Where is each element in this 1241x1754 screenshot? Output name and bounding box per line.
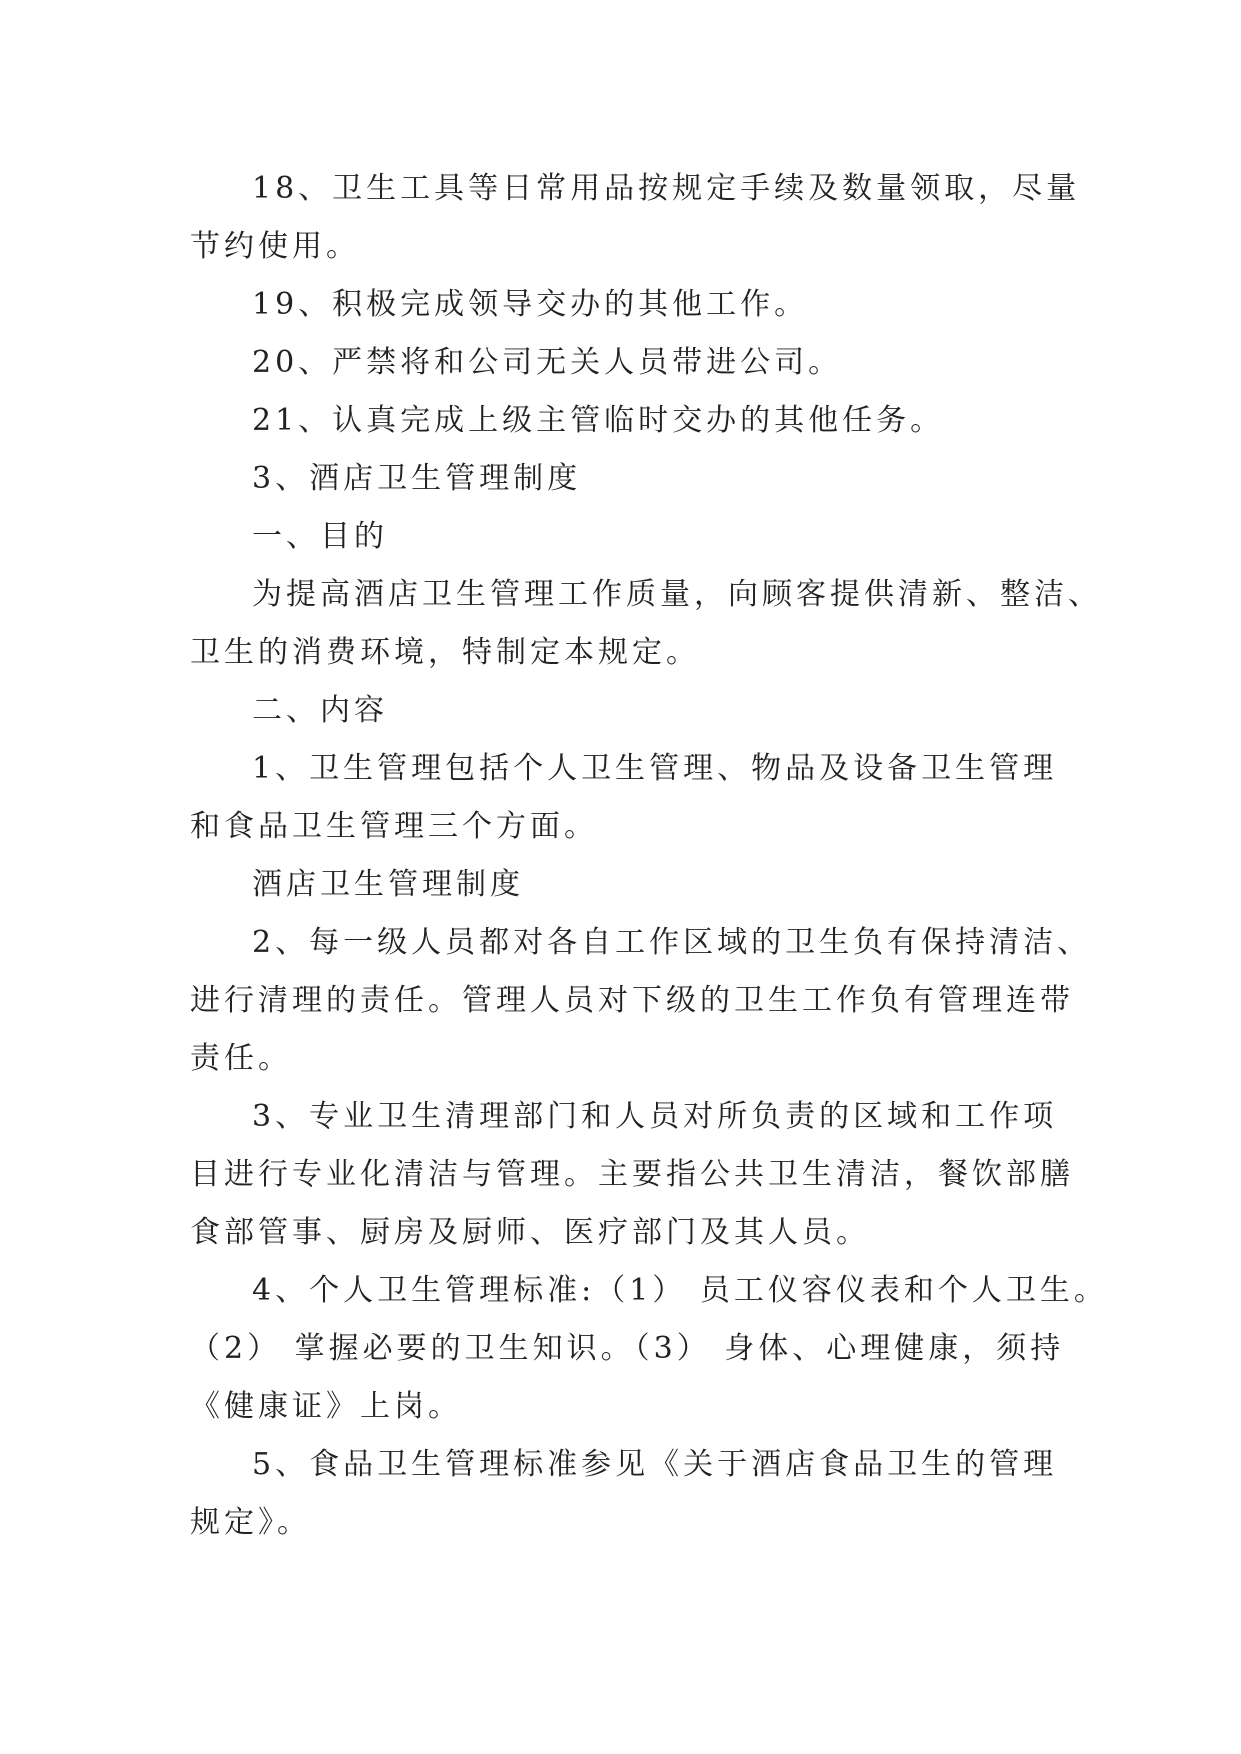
paragraph-20	[190, 334, 1060, 392]
paragraph-line: 食部管事、厨房及厨师、医疗部门及其人员。	[190, 1215, 870, 1250]
paragraph-line: 节约使用。	[190, 229, 360, 264]
paragraph-line: 进行清理的责任。管理人员对下级的卫生工作负有管理连带	[190, 983, 1074, 1018]
paragraph-line: 目进行专业化清洁与管理。主要指公共卫生清洁，餐饮部膳	[190, 1157, 1074, 1192]
paragraph-line: 1、卫生管理包括个人卫生管理、物品及设备卫生管理	[252, 751, 1058, 786]
purpose-paragraph	[190, 566, 1102, 682]
subsection-heading: 一、目的	[252, 519, 388, 554]
paragraph-line: 2、每一级人员都对各自工作区域的卫生负有保持清洁、	[252, 925, 1092, 960]
paragraph-line: 规定》。	[190, 1505, 311, 1540]
paragraph-line: 3、专业卫生清理部门和人员对所负责的区域和工作项	[252, 1099, 1058, 1134]
paragraph-line: 21、认真完成上级主管临时交办的其他任务。	[252, 403, 945, 438]
document-body	[190, 160, 1108, 1552]
content-item-5	[190, 1436, 1060, 1552]
content-item-3	[190, 1088, 1074, 1262]
paragraph-line: 5、食品卫生管理标准参见《关于酒店食品卫生的管理	[252, 1447, 1058, 1482]
paragraph-line: 20、严禁将和公司无关人员带进公司。	[252, 345, 843, 380]
paragraph-line: 和食品卫生管理三个方面。	[190, 809, 598, 844]
content-item-4	[190, 1262, 1108, 1436]
section-heading: 3、酒店卫生管理制度	[252, 461, 582, 496]
section-heading: 酒店卫生管理制度	[252, 867, 524, 902]
paragraph-line: 19、积极完成领导交办的其他工作。	[252, 287, 809, 322]
heading-content	[190, 682, 1060, 740]
paragraph-19	[190, 276, 1060, 334]
paragraph-line: 4、个人卫生管理标准:（1） 员工仪容仪表和个人卫生。	[252, 1273, 1108, 1308]
paragraph-line: 责任。	[190, 1041, 292, 1076]
paragraph-line: 《健康证》上岗。	[190, 1389, 462, 1424]
paragraph-line: 卫生的消费环境，特制定本规定。	[190, 635, 700, 670]
section-title	[190, 450, 1060, 508]
paragraph-18	[190, 160, 1081, 276]
paragraph-line: 18、卫生工具等日常用品按规定手续及数量领取，尽量	[252, 171, 1081, 206]
repeated-title	[190, 856, 1060, 914]
paragraph-line: 为提高酒店卫生管理工作质量，向顾客提供清新、整洁、	[252, 577, 1102, 612]
content-item-1	[190, 740, 1060, 856]
content-item-2	[190, 914, 1092, 1088]
heading-purpose	[190, 508, 1060, 566]
paragraph-line: （2） 掌握必要的卫生知识。（3） 身体、心理健康，须持	[190, 1331, 1065, 1366]
paragraph-21	[190, 392, 1060, 450]
subsection-heading: 二、内容	[252, 693, 388, 728]
